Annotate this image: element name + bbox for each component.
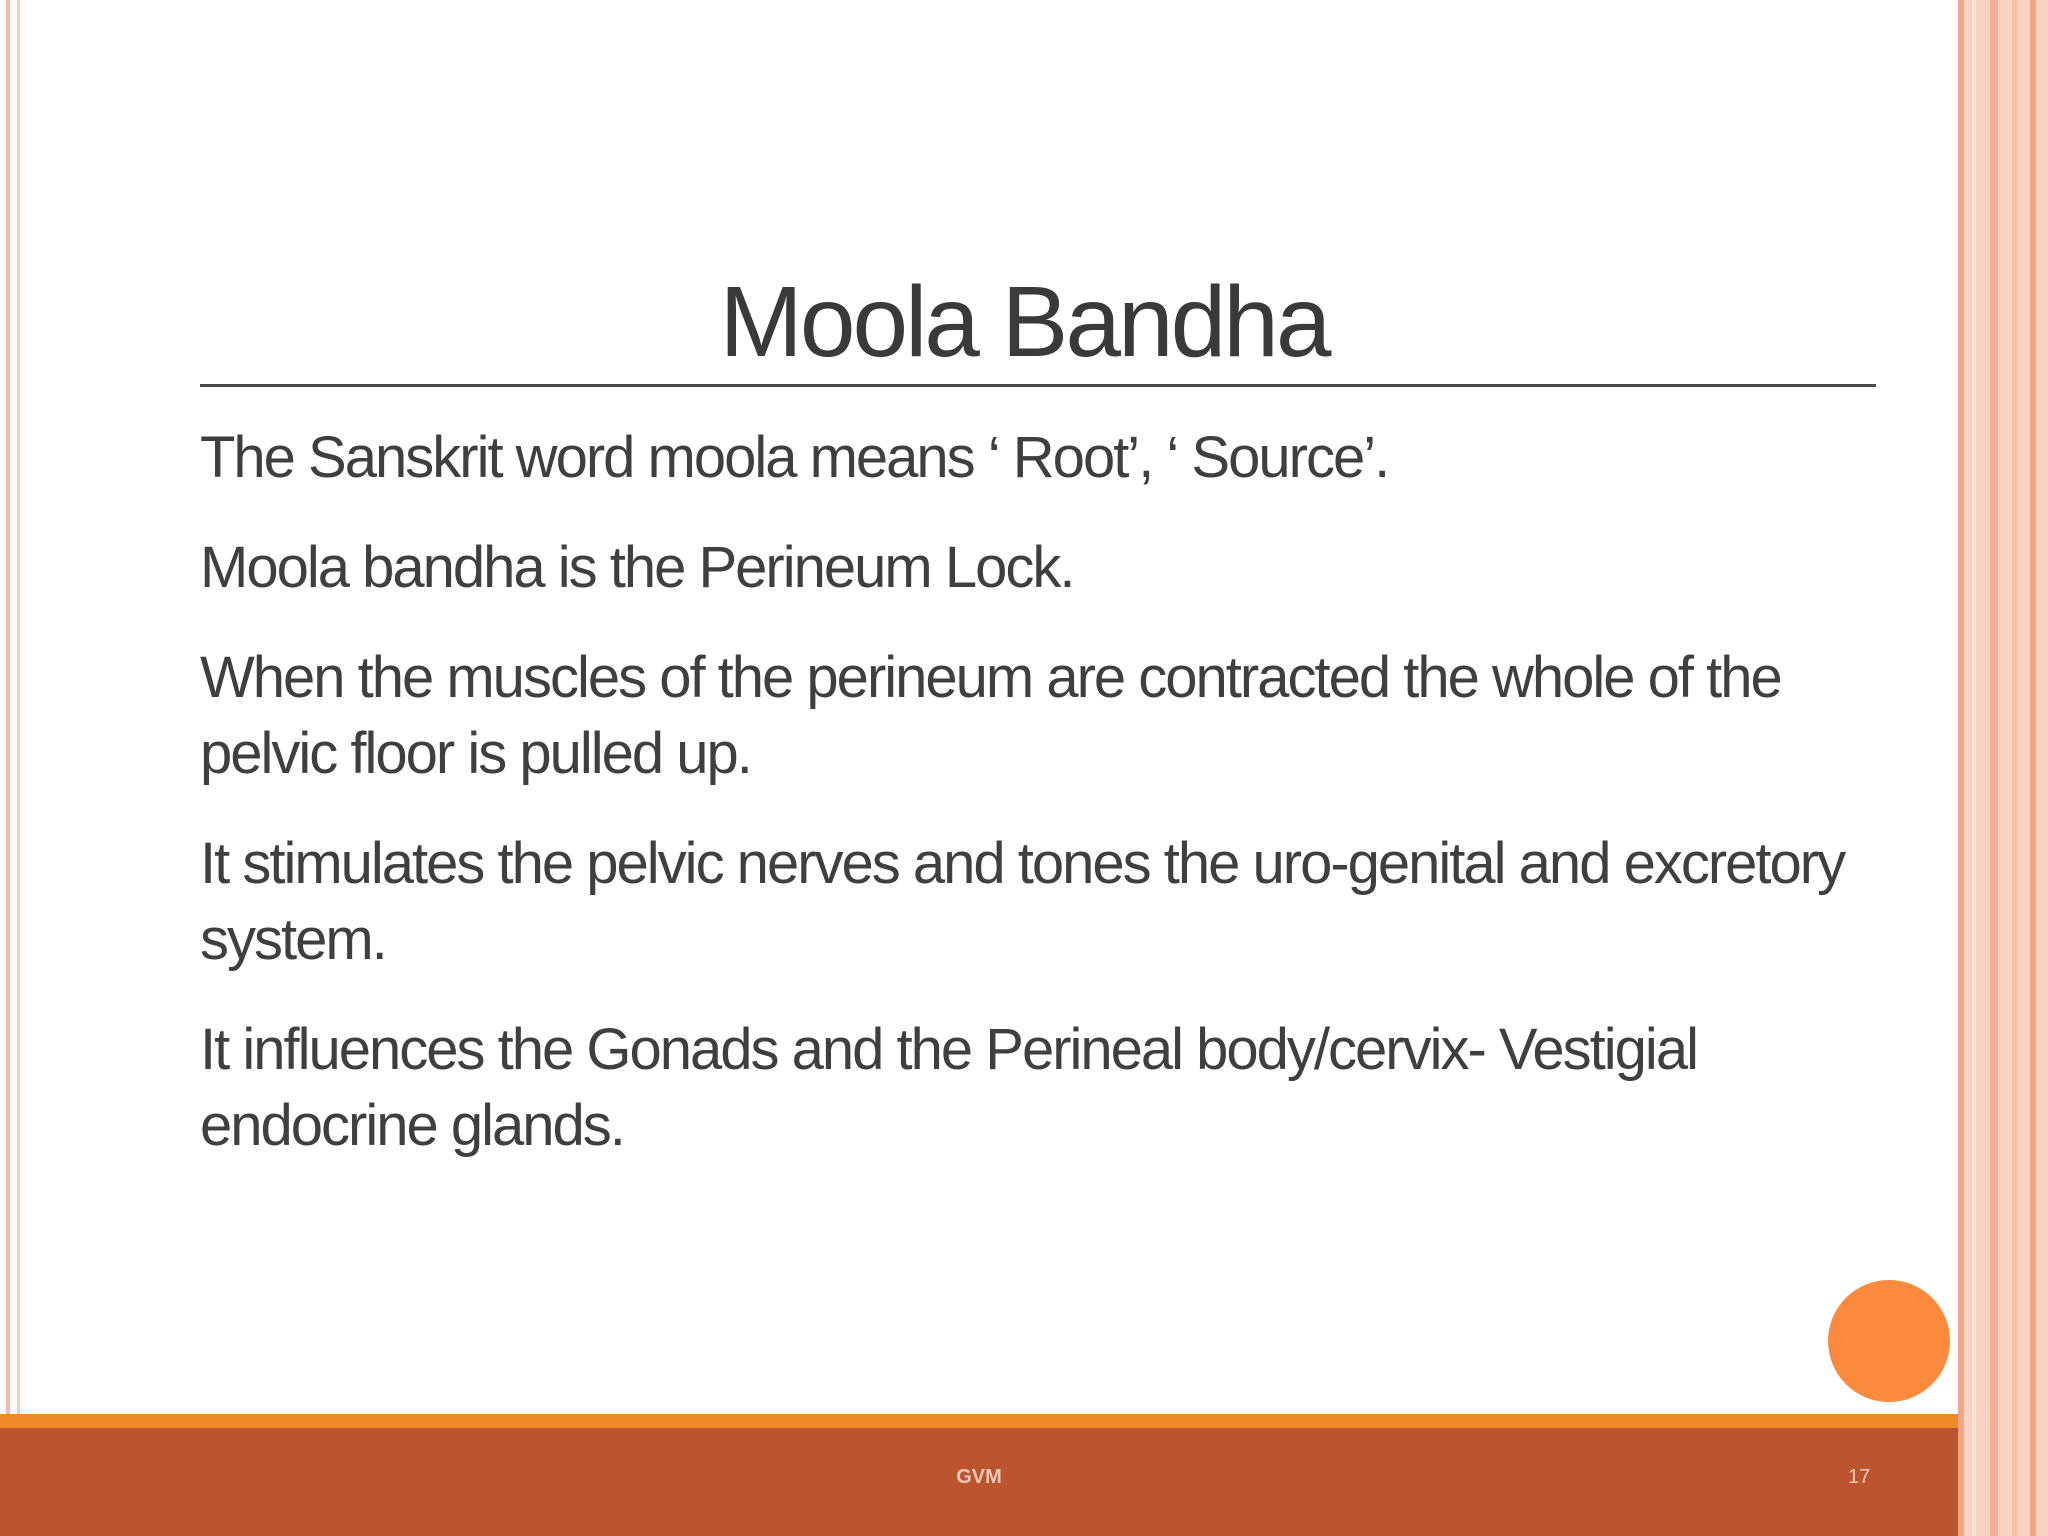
bullet-item: It influences the Gonads and the Perineal body/cervix- Vestigial endocrine glands.	[200, 1017, 1697, 1158]
footer-bar	[0, 1428, 1958, 1536]
right-border-stripe	[1958, 0, 1964, 1536]
slide-title: Moola Bandha	[719, 266, 1329, 378]
bullet-item: The Sanskrit word moola means ‘ Root’, ‘ Source’.	[200, 425, 1389, 490]
right-border-stripe	[1972, 0, 1976, 1536]
page-number: 17	[1848, 1466, 1871, 1488]
right-border-stripe	[1990, 0, 1998, 1536]
bullet-item: When the muscles of the perineum are contracted the whole of the pelvic floor is pulled up.	[200, 645, 1781, 786]
footer-accent-line	[0, 1414, 1958, 1428]
decorative-circle	[1828, 1280, 1950, 1402]
bullet-item: It stimulates the pelvic nerves and tones the uro-genital and excretory system.	[200, 831, 1845, 972]
right-border-stripe	[2012, 0, 2017, 1536]
bullet-item: Moola bandha is the Perineum Lock.	[200, 535, 1074, 600]
left-border-line-inner	[17, 0, 20, 1536]
left-border-line	[6, 0, 10, 1536]
title-divider	[200, 384, 1876, 387]
right-border-stripe	[2030, 0, 2036, 1536]
bullet-list	[200, 420, 1880, 1198]
footer-text: GVM	[956, 1466, 1002, 1488]
